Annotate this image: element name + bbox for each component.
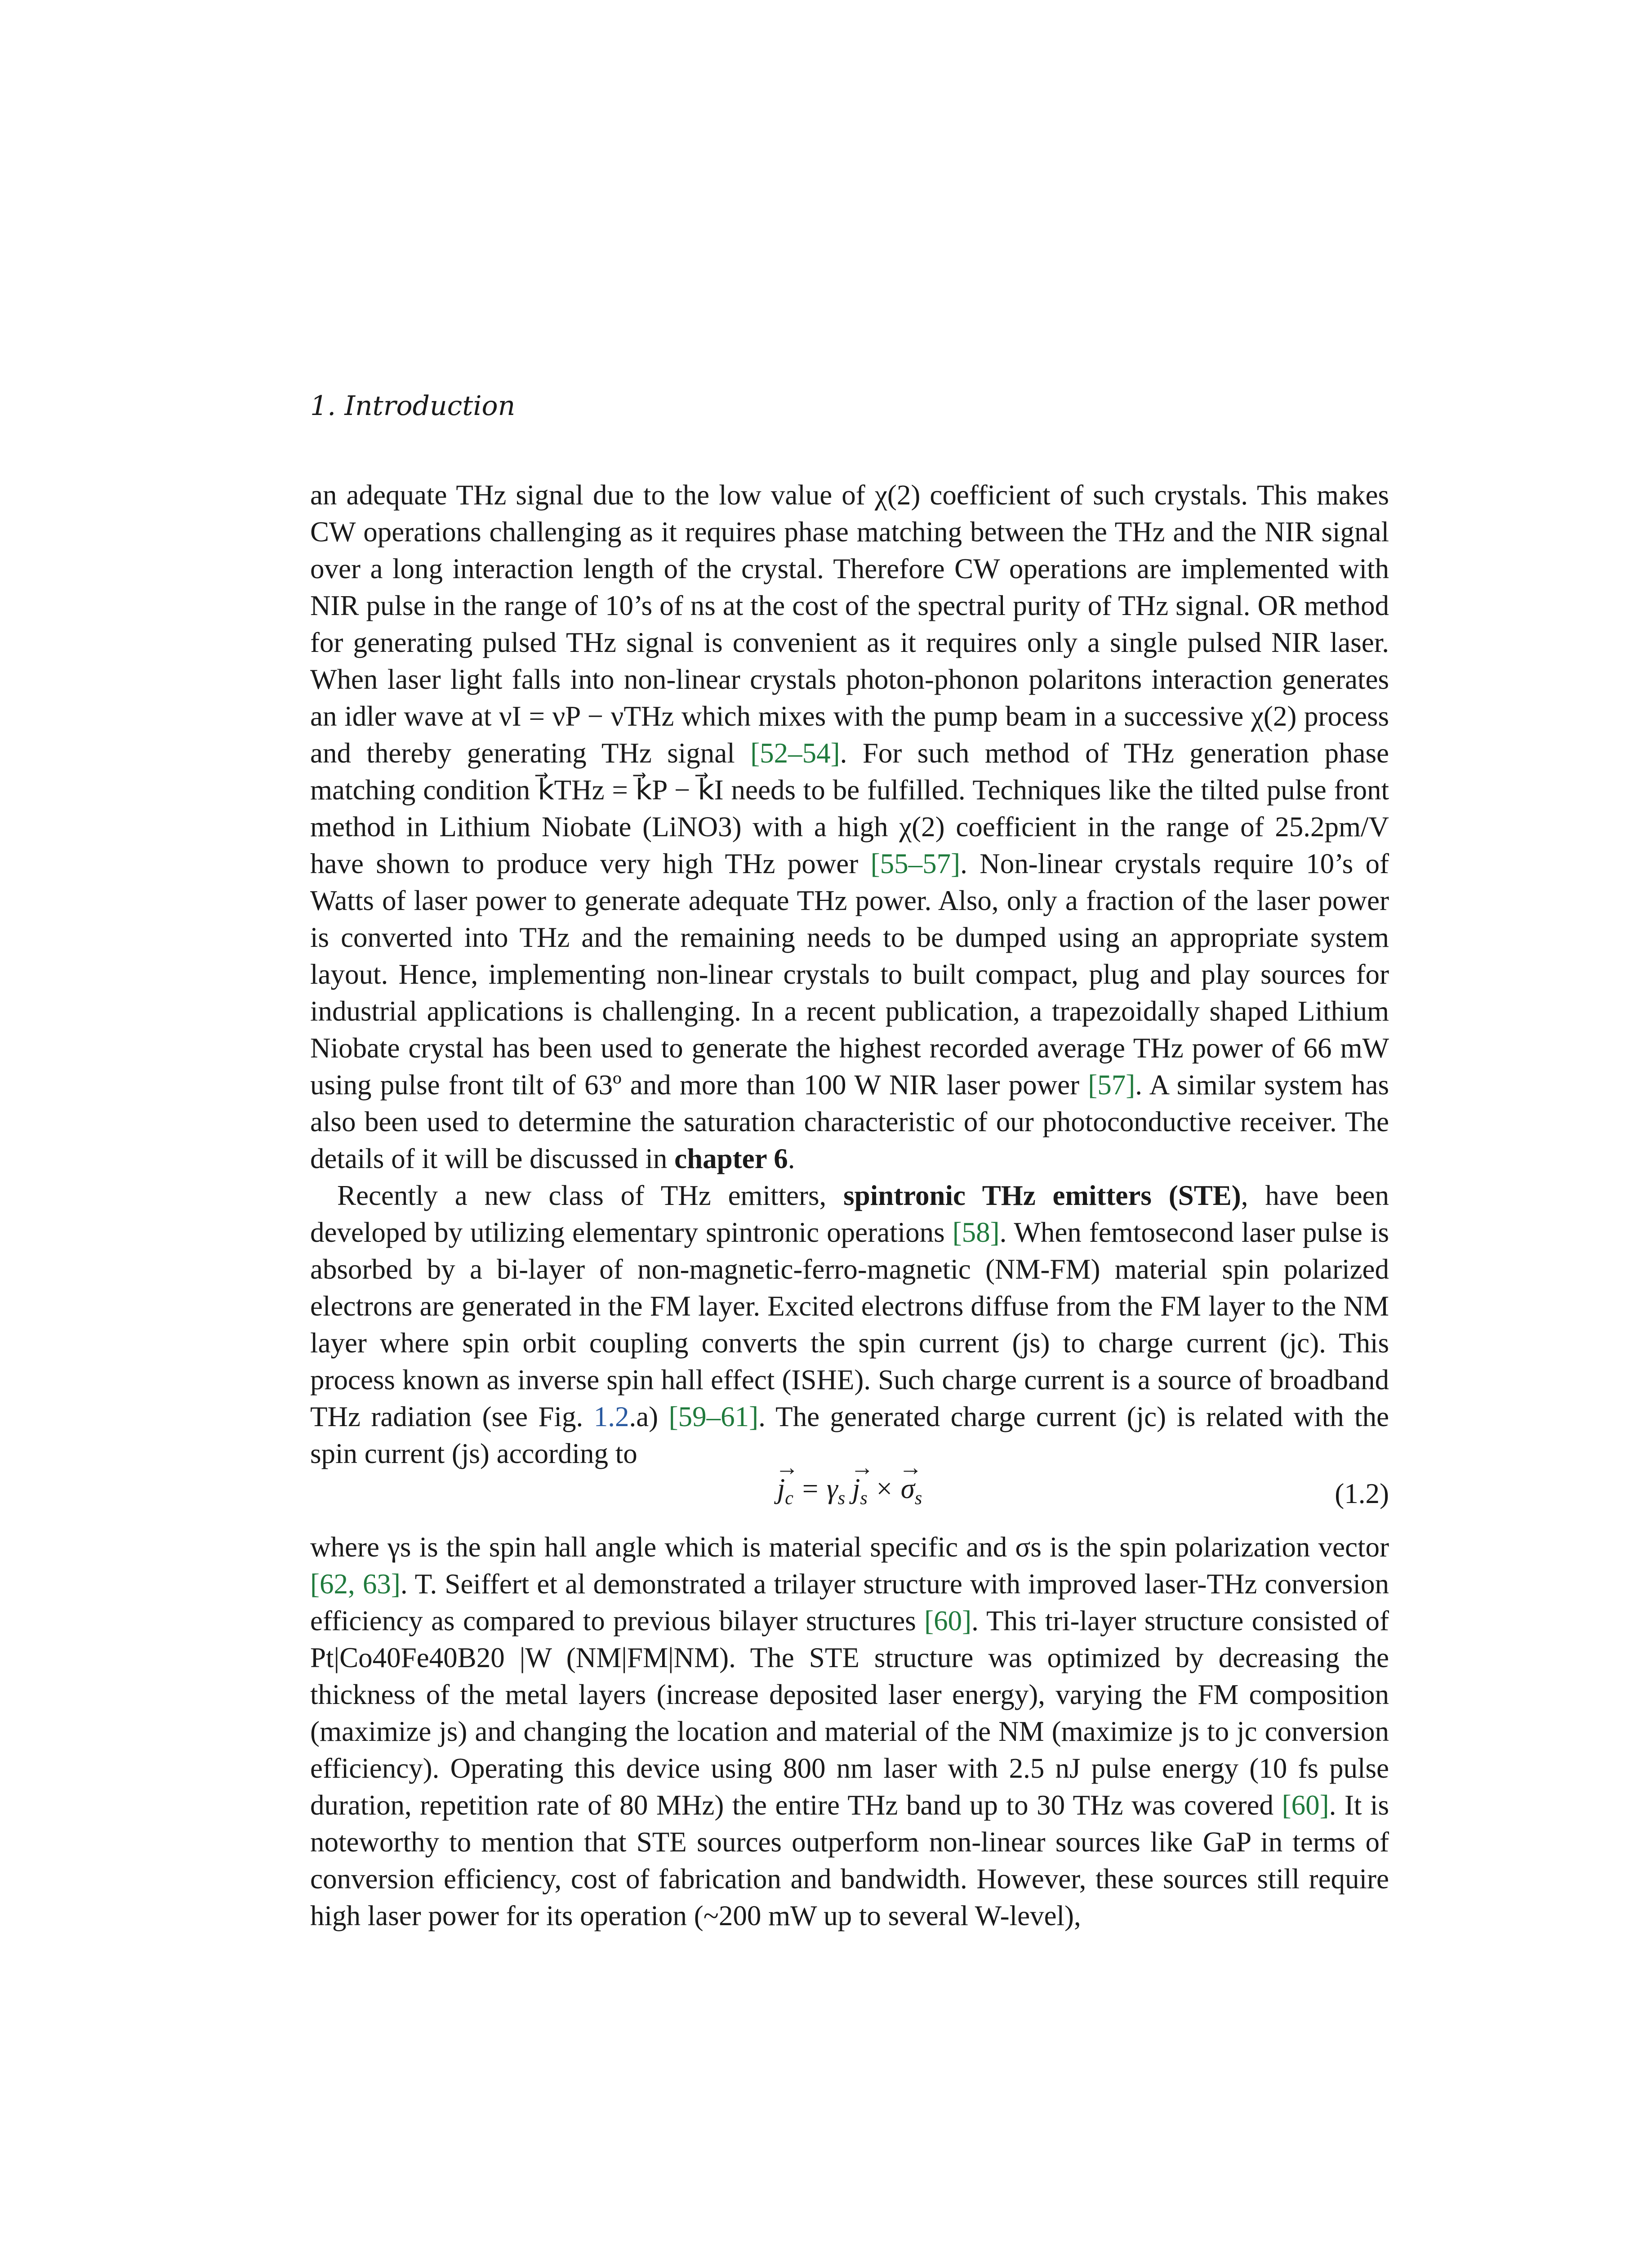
- citation-link[interactable]: [60]: [924, 1605, 972, 1637]
- citation-link[interactable]: [60]: [1282, 1789, 1329, 1821]
- figure-link[interactable]: 1.2: [593, 1401, 629, 1432]
- body-text: [310, 477, 1389, 1934]
- paragraph-3: where γs is the spin hall angle which is material specific and σs is the spin polarization vector [62, 63]. T. Seiffert et al demonstrated a trilayer structure with improved laser-THz conversion efficiency as compared to previous bilayer structures [60]. This tri-layer structure consisted of Pt|Co40Fe40B20 |W (NM|FM|NM). The STE structure was optimized by decreasing the thickness of the metal layers (increase deposited laser energy), varying the FM composition (maximize js) and changing the location and material of the NM (maximize js to jc conversion efficiency). Operating this device using 800 nm laser with 2.5 nJ pulse energy (10 fs pulse duration, repetition rate of 80 MHz) the entire THz band up to 30 THz was covered [60]. It is noteworthy to mention that STE sources outperform non-linear sources like GaP in terms of conversion efficiency, cost of fabrication and bandwidth. However, these sources still require high laser power for its operation (~200 mW up to several W-level),: [310, 1531, 1389, 1931]
- citation-link[interactable]: [52–54]: [750, 737, 840, 769]
- citation-link[interactable]: [55–57]: [870, 848, 961, 879]
- citation-link[interactable]: [58]: [952, 1217, 1000, 1248]
- paragraph-2: Recently a new class of THz emitters, spintronic THz emitters (STE), have been developed by utilizing elementary spintronic operations [58]. When femtosecond laser pulse is absorbed by a bi-layer of non-magnetic-ferro-magnetic (NM-FM) material spin polarized electrons are generated in the FM layer. Excited electrons diffuse from the FM layer to the NM layer where spin orbit coupling converts the spin current (js) to charge current (jc). This process known as inverse spin hall effect (ISHE). Such charge current is a source of broadband THz radiation (see Fig. 1.2.a) [59–61]. The generated charge current (jc) is related with the spin current (js) according to: [310, 1180, 1389, 1469]
- citation-link[interactable]: [59–61]: [668, 1401, 759, 1432]
- paragraph-1: an adequate THz signal due to the low value of χ(2) coefficient of such crystals. This makes CW operations challenging as it requires phase matching between the THz and the NIR signal over a long interaction length of the crystal. Therefore CW operations are implemented with NIR pulse in the range of 10’s of ns at the cost of the spectral purity of THz signal. OR method for generating pulsed THz signal is convenient as it requires only a single pulsed NIR laser. When laser light falls into non-linear crystals photon-phonon polaritons interaction generates an idler wave at νI = νP − νTHz which mixes with the pump beam in a successive χ(2) process and thereby generating THz signal [52–54]. For such method of THz generation phase matching condition k⃗THz = k⃗P − k⃗I needs to be fulfilled. Techniques like the tilted pulse front method in Lithium Niobate (LiNO3) with a high χ(2) coefficient in the range of 25.2pm/V have shown to produce very high THz power [55–57]. Non-linear crystals require 10’s of Watts of laser power to generate adequate THz power. Also, only a fraction of the laser power is converted into THz and the remaining needs to be dumped using an appropriate system layout. Hence, implementing non-linear crystals to built compact, plug and play sources for industrial applications is challenging. In a recent publication, a trapezoidally shaped Lithium Niobate crystal has been used to generate the highest recorded average THz power of 66 mW using pulse front tilt of 63º and more than 100 W NIR laser power [57]. A similar system has also been used to determine the saturation characteristic of our photoconductive receiver. The details of it will be discussed in chapter 6.: [310, 479, 1389, 1174]
- equation-body: → $j_c = \gamma_s \to j_s$ × → $\sigma_s$: [777, 1470, 922, 1517]
- citation-link[interactable]: [57]: [1088, 1069, 1135, 1101]
- equation-number: (1.2): [1335, 1478, 1389, 1509]
- equation-1-2: [310, 1472, 1389, 1515]
- term-bold: spintronic THz emitters (STE): [843, 1180, 1241, 1211]
- chapter-reference: chapter 6: [674, 1143, 788, 1174]
- citation-link[interactable]: [62, 63]: [310, 1568, 401, 1600]
- running-title: 1. Introduction: [310, 390, 516, 422]
